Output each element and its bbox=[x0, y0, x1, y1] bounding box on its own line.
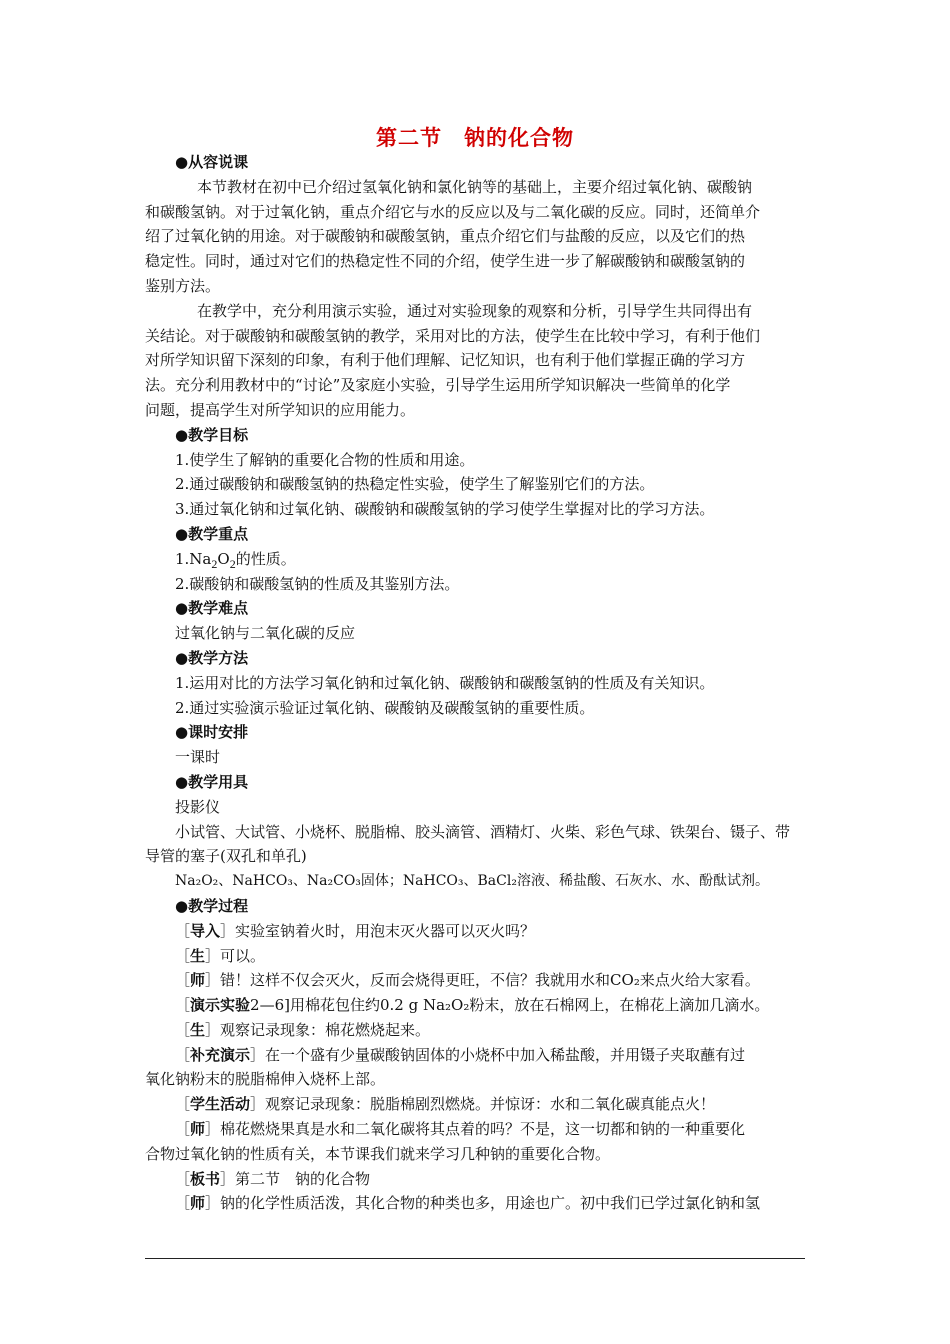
list-item: 1.运用对比的方法学习氧化钠和过氧化钠、碳酸钠和碳酸氢钠的性质及有关知识。 bbox=[175, 673, 715, 692]
process-line bbox=[145, 993, 815, 1018]
list-item bbox=[145, 547, 815, 572]
section-heading-fangfa: ●教学方法 bbox=[175, 648, 249, 667]
process-tag: 板书 bbox=[190, 1169, 221, 1188]
bracket-close: ］ bbox=[220, 921, 236, 940]
bracket-close: ］ bbox=[250, 1095, 266, 1114]
bracket-close: ］ bbox=[205, 971, 221, 990]
list-item: 小试管、大试管、小烧杯、脱脂棉、胶头滴管、酒精灯、火柴、彩色气球、铁架台、镊子、带 bbox=[175, 822, 791, 841]
process-list bbox=[145, 919, 815, 1217]
section-heading-congrong: ●从容说课 bbox=[175, 153, 249, 171]
process-tag: 导入 bbox=[190, 921, 221, 940]
paragraph-line: 关结论。对于碳酸钠和碳酸氢钠的教学，采用对比的方法，使学生在比较中学习，有利于他们 bbox=[145, 326, 761, 345]
formula-text: O bbox=[217, 549, 230, 568]
process-text: 2—6]用棉花包住约0.2 g Na₂O₂粉末，放在石棉网上，在棉花上滴加几滴水。 bbox=[250, 996, 770, 1015]
bracket-open: ［ bbox=[175, 921, 191, 940]
list-item: 2.通过碳酸钠和碳酸氢钠的热稳定性实验，使学生了解鉴别它们的方法。 bbox=[175, 475, 655, 494]
footer-divider bbox=[145, 1258, 805, 1259]
paragraph-line: 对所学知识留下深刻的印象，有利于他们理解、记忆知识，也有利于他们掌握正确的学习方 bbox=[145, 351, 746, 370]
process-text: 合物过氧化钠的性质有关，本节课我们就来学习几种钠的重要化合物。 bbox=[145, 1144, 611, 1163]
process-tag: 生 bbox=[190, 946, 206, 965]
process-line bbox=[145, 1092, 815, 1117]
process-tag: 生 bbox=[190, 1020, 206, 1039]
formula-text: 1.Na bbox=[175, 549, 212, 568]
section-heading-nandian: ●教学难点 bbox=[175, 599, 249, 618]
bracket-open: ［ bbox=[175, 996, 191, 1015]
list-item: 过氧化钠与二氧化碳的反应 bbox=[175, 624, 356, 643]
paragraph-line: 问题，提高学生对所学知识的应用能力。 bbox=[145, 400, 416, 419]
bracket-close: ］ bbox=[205, 1020, 221, 1039]
process-text: 观察记录现象：脱脂棉剧烈燃烧。并惊讶：水和二氧化碳真能点火！ bbox=[265, 1095, 716, 1114]
paragraph-line: 本节教材在初中已介绍过氢氧化钠和氯化钠等的基础上，主要介绍过氧化钠、碳酸钠 bbox=[197, 177, 753, 196]
list-item: 投影仪 bbox=[175, 797, 221, 816]
list-item: 2.碳酸钠和碳酸氢钠的性质及其鉴别方法。 bbox=[175, 574, 460, 593]
section-heading-yongju: ●教学用具 bbox=[175, 772, 249, 791]
list-item: 1.使学生了解钠的重要化合物的性质和用途。 bbox=[175, 450, 475, 469]
list-item: 一课时 bbox=[175, 748, 221, 767]
process-line bbox=[145, 1191, 815, 1216]
process-line bbox=[145, 1067, 815, 1092]
process-tag: 师 bbox=[190, 1194, 206, 1213]
section-heading-mubiao: ●教学目标 bbox=[175, 425, 249, 444]
bracket-open: ［ bbox=[175, 1095, 191, 1114]
process-line bbox=[145, 968, 815, 993]
process-line bbox=[145, 1018, 815, 1043]
bracket-open: ［ bbox=[175, 971, 191, 990]
process-line bbox=[145, 1117, 815, 1142]
process-tag: 演示实验 bbox=[190, 996, 251, 1015]
process-tag: 师 bbox=[190, 1120, 206, 1139]
bracket-open: ［ bbox=[175, 1020, 191, 1039]
bracket-open: ［ bbox=[175, 946, 191, 965]
list-item: 2.通过实验演示验证过氧化钠、碳酸钠及碳酸氢钠的重要性质。 bbox=[175, 698, 595, 717]
process-text: 在一个盛有少量碳酸钠固体的小烧杯中加入稀盐酸，并用镊子夹取蘸有过 bbox=[265, 1045, 746, 1064]
paragraph-line: 稳定性。同时，通过对它们的热稳定性不同的介绍，使学生进一步了解碳酸钠和碳酸氢钠的 bbox=[145, 252, 746, 271]
process-text: 第二节 钠的化合物 bbox=[235, 1169, 371, 1188]
process-line bbox=[145, 1043, 815, 1068]
bracket-close: ］ bbox=[205, 1120, 221, 1139]
list-item: 导管的塞子(双孔和单孔) bbox=[145, 847, 307, 866]
bracket-close: ］ bbox=[205, 1194, 221, 1213]
bracket-open: ［ bbox=[175, 1120, 191, 1139]
paragraph-line: 在教学中，充分利用演示实验，通过对实验现象的观察和分析，引导学生共同得出有 bbox=[197, 301, 753, 320]
process-text: 观察记录现象：棉花燃烧起来。 bbox=[220, 1020, 431, 1039]
section-heading-keshi: ●课时安排 bbox=[175, 723, 249, 742]
process-text: 钠的化学性质活泼，其化合物的种类也多，用途也广。初中我们已学过氯化钠和氢 bbox=[220, 1194, 761, 1213]
paragraph-line: 法。充分利用教材中的“讨论”及家庭小实验，引导学生运用所学知识解决一些简单的化学 bbox=[145, 376, 731, 395]
process-line bbox=[145, 919, 815, 944]
document-body bbox=[145, 150, 815, 1216]
process-line bbox=[145, 1142, 815, 1167]
bracket-close: ］ bbox=[205, 946, 221, 965]
list-item: Na₂O₂、NaHCO₃、Na₂CO₃固体；NaHCO₃、BaCl₂溶液、稀盐酸、石灰水、水、酚酞试剂。 bbox=[175, 873, 769, 890]
bracket-open: ［ bbox=[175, 1169, 191, 1188]
process-text: 实验室钠着火时，用泡末灭火器可以灭火吗？ bbox=[235, 921, 536, 940]
bracket-close: ］ bbox=[250, 1045, 266, 1064]
page-title: 第二节 钠的化合物 bbox=[376, 126, 574, 150]
process-line bbox=[145, 1167, 815, 1192]
paragraph-line: 鉴别方法。 bbox=[145, 276, 221, 295]
bracket-close: ］ bbox=[220, 1169, 236, 1188]
process-text: 棉花燃烧果真是水和二氧化碳将其点着的吗？不是，这一切都和钠的一种重要化 bbox=[220, 1120, 746, 1139]
process-line bbox=[145, 944, 815, 969]
process-text: 错！这样不仅会灭火，反而会烧得更旺，不信？我就用水和CO₂来点火给大家看。 bbox=[220, 971, 760, 990]
paragraph-line: 绍了过氧化钠的用途。对于碳酸钠和碳酸氢钠，重点介绍它们与盐酸的反应，以及它们的热 bbox=[145, 227, 746, 246]
list-item-text: 的性质。 bbox=[235, 549, 296, 568]
process-tag: 学生活动 bbox=[190, 1095, 251, 1114]
process-text: 可以。 bbox=[220, 946, 266, 965]
subscript: 2 bbox=[229, 556, 236, 571]
section-heading-guocheng: ●教学过程 bbox=[175, 896, 249, 915]
subscript: 2 bbox=[211, 556, 218, 571]
bracket-open: ［ bbox=[175, 1045, 191, 1064]
list-item: 3.通过氧化钠和过氧化钠、碳酸钠和碳酸氢钠的学习使学生掌握对比的学习方法。 bbox=[175, 500, 715, 519]
process-tag: 补充演示 bbox=[190, 1045, 251, 1064]
process-tag: 师 bbox=[190, 971, 206, 990]
section-heading-zhongdian: ●教学重点 bbox=[175, 524, 249, 543]
paragraph-line: 和碳酸氢钠。对于过氧化钠，重点介绍它与水的反应以及与二氧化碳的反应。同时，还简单介 bbox=[145, 202, 761, 221]
bracket-open: ［ bbox=[175, 1194, 191, 1213]
process-text: 氧化钠粉末的脱脂棉伸入烧杯上部。 bbox=[145, 1070, 386, 1089]
